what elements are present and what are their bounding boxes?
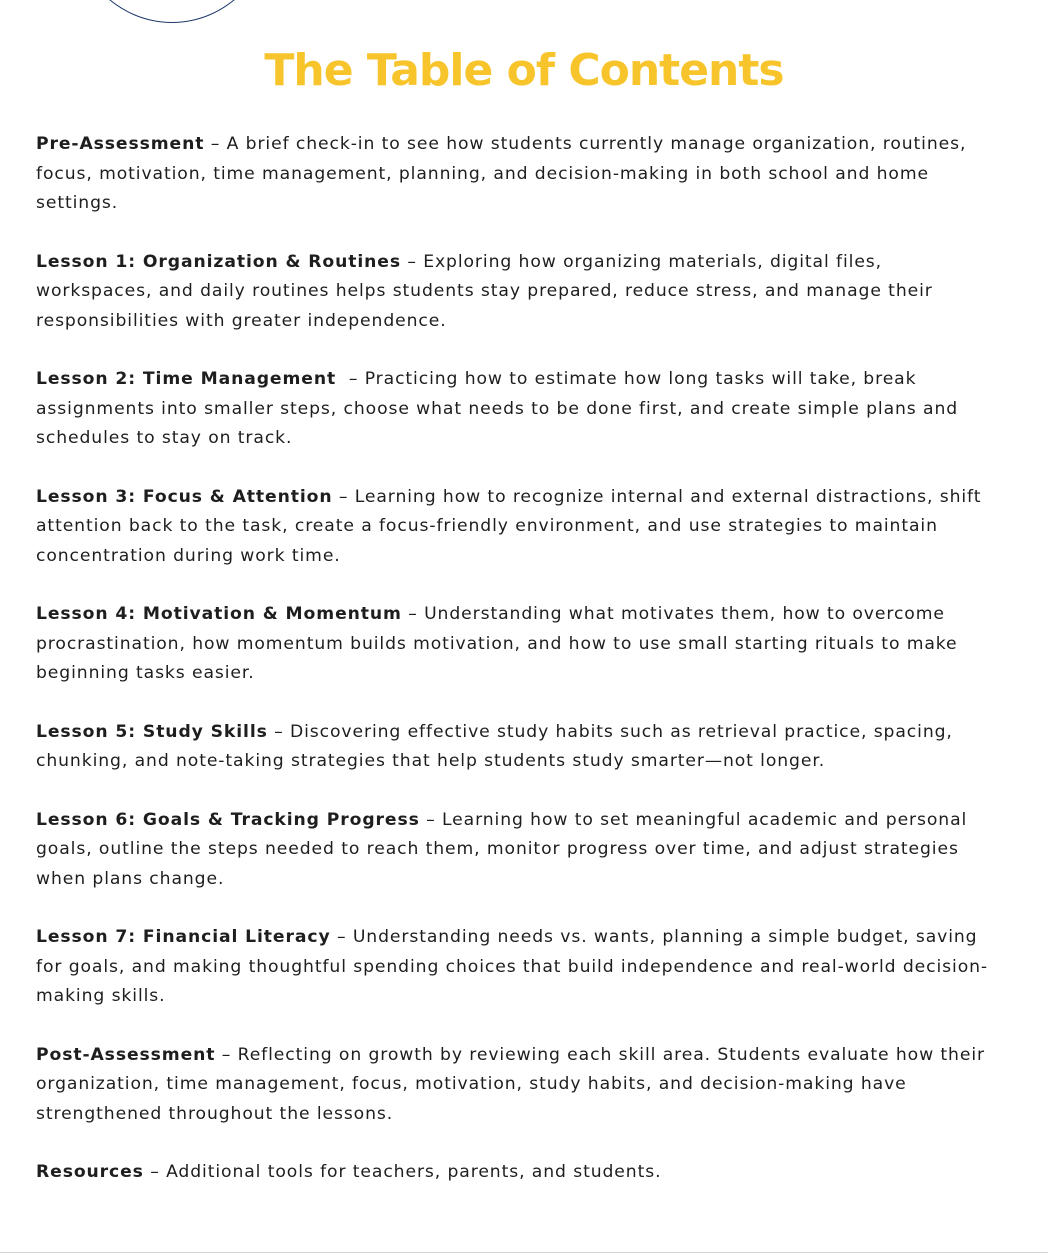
toc-entry-description: Reflecting on growth by reviewing each skill area. Students evaluate how their organization, time management, focus, motivation, study habits, and decision-making have strengthened throughout the lessons. [36,1044,985,1124]
toc-entry-lesson-1 [36,248,1004,337]
toc-entry-separator: – [407,251,417,272]
toc-entry-separator: – [338,486,349,507]
toc-entry-post-assessment [36,1041,1004,1130]
toc-entry-description: Learning how to recognize internal and external distractions, shift attention back to the task, create a focus-friendly environment, and use strategies to maintain concentration during work time. [36,486,982,566]
toc-entry-separator: – [274,721,284,742]
toc-entry-label: Lesson 5: Study Skills [36,721,268,742]
toc-entry-separator: – [336,927,347,947]
toc-entry-separator: – [408,604,418,624]
toc-entry-label: Lesson 1: Organization & Routines [36,251,401,272]
toc-entry-description: Exploring how organizing materials, digital files, workspaces, and daily routines helps students stay prepared, reduce stress, and manage their responsibilities with greater independence. [36,251,933,331]
toc-entry-label: Lesson 7: Financial Literacy [36,927,331,947]
decorative-circle-outline [72,0,272,23]
page-bottom-divider [0,1252,1048,1253]
toc-entry-separator: – [426,809,436,830]
toc-entry-label: Lesson 6: Goals & Tracking Progress [36,809,420,830]
toc-entry-lesson-2 [36,365,1004,454]
toc-entry-separator: – [150,1162,160,1182]
toc-entry-pre-assessment [36,130,1004,219]
toc-entry-resources [36,1158,1004,1188]
toc-entry-lesson-3 [36,483,1004,572]
toc-entry-separator: – [221,1044,232,1065]
toc-entry-label: Resources [36,1162,144,1182]
toc-entry-label: Post-Assessment [36,1044,216,1065]
toc-entry-label: Pre-Assessment [36,134,205,154]
toc-entry-lesson-4 [36,600,1004,689]
toc-entry-description: Learning how to set meaningful academic and personal goals, outline the steps needed to reach them, monitor progress over time, and adjust strategies when plans change. [36,809,968,889]
toc-entry-description: Additional tools for teachers, parents, and students. [166,1162,662,1182]
toc-entry-lesson-7 [36,923,1004,1012]
toc-entry-label: Lesson 4: Motivation & Momentum [36,604,402,624]
toc-entry-lesson-6 [36,806,1004,895]
toc-entry-label: Lesson 3: Focus & Attention [36,486,333,507]
toc-entry-description: Discovering effective study habits such as retrieval practice, spacing, chunking, and note-taking strategies that help students study smarter—not longer. [36,721,953,771]
toc-entry-lesson-5 [36,718,1004,777]
toc-entry-description: Practicing how to estimate how long tasks will take, break assignments into smaller steps, choose what needs to be done first, and create simple plans and schedules to stay on track. [36,369,959,448]
table-of-contents-list [36,130,1004,1217]
toc-entry-separator: – [210,134,221,154]
toc-entry-description: Understanding needs vs. wants, planning a simple budget, saving for goals, and making thoughtful spending choices that build independence and real-world decision-making skills. [36,927,989,1006]
toc-entry-label: Lesson 2: Time Management [36,369,337,389]
toc-entry-separator: – [348,369,359,389]
toc-entry-description: A brief check-in to see how students currently manage organization, routines, focus, motivation, time management, planning, and decision-making in both school and home settings. [36,134,967,213]
toc-entry-description: Understanding what motivates them, how to overcome procrastination, how momentum builds motivation, and how to use small starting rituals to make beginning tasks easier. [36,604,958,683]
page-title: The Table of Contents [264,45,784,96]
